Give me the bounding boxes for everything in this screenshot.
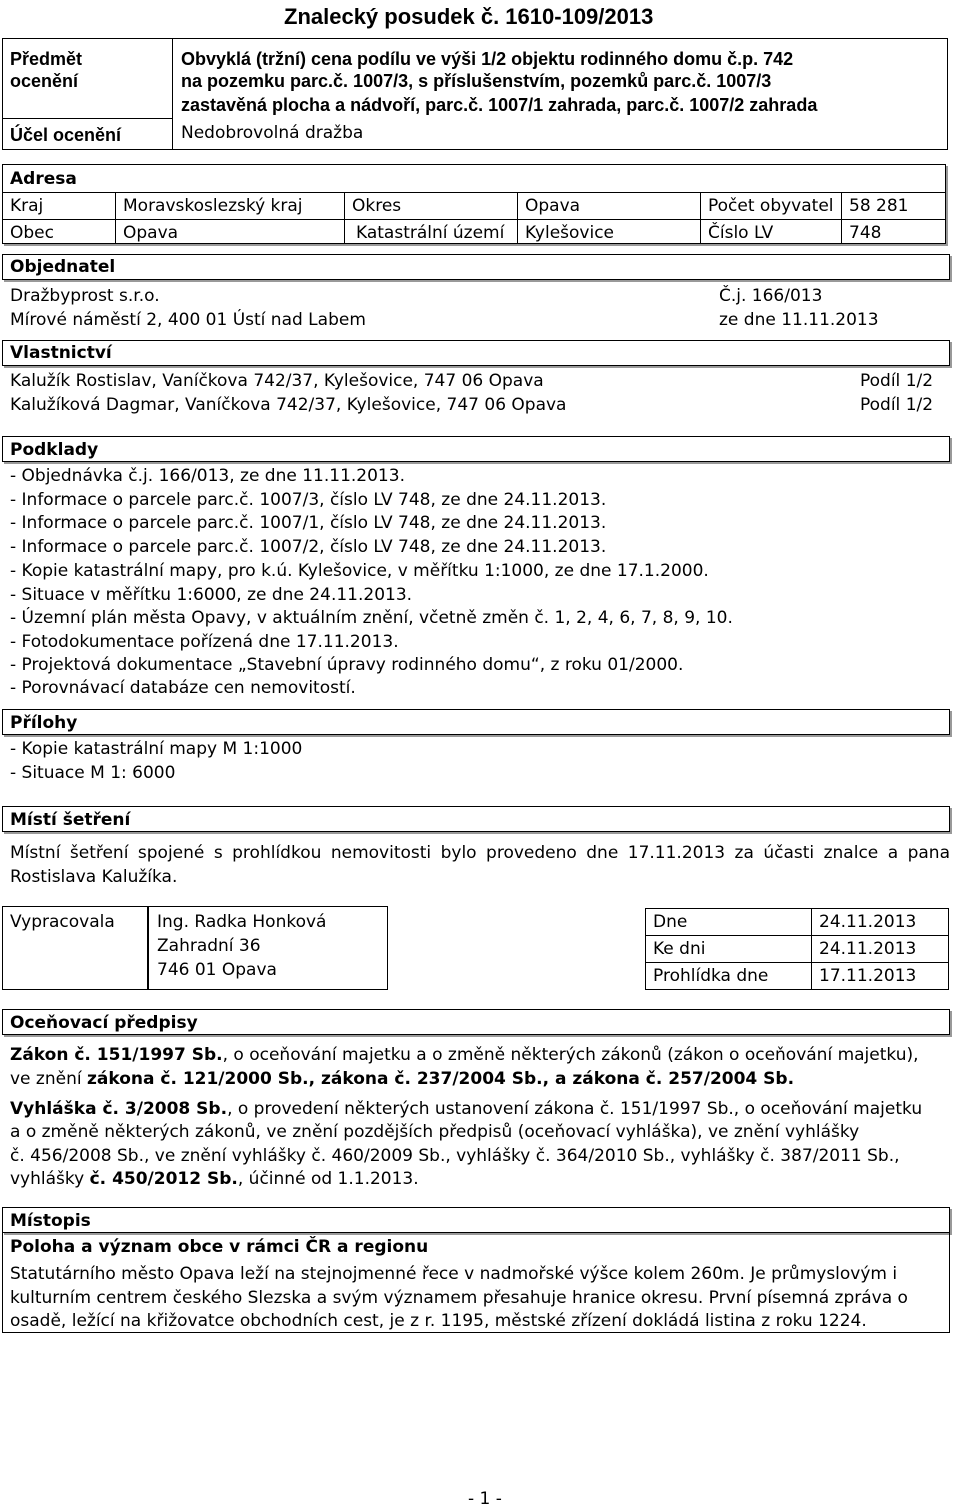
podklady-item: - Informace o parcele parc.č. 1007/1, číslo LV 748, ze dne 24.11.2013. bbox=[10, 513, 607, 533]
mistopis-line: kulturním centrem českého Slezska a svým významem přesahuje hranice okresu. První písemná zpráva o bbox=[10, 1288, 908, 1308]
mistopis-line: osadě, ležící na křižovatce obchodních cest, je z r. 1195, městské zřízení dokládá listina z roku 1224. bbox=[10, 1311, 867, 1331]
zakon-line-1 bbox=[10, 1044, 919, 1066]
adresa-ku-label: Katastrální území bbox=[356, 223, 505, 243]
adresa-col-4 bbox=[700, 192, 701, 244]
podklady-heading-box bbox=[2, 436, 950, 462]
owner-2-name: Kalužíková Dagmar, Vaníčkova 742/37, Kylešovice, 747 06 Opava bbox=[10, 395, 567, 415]
vyhl-ref-4: č. 450/2012 Sb. bbox=[89, 1169, 238, 1189]
objednatel-heading: Objednatel bbox=[10, 257, 116, 277]
objednatel-heading-box bbox=[2, 254, 950, 280]
adresa-kraj-label: Kraj bbox=[10, 196, 44, 216]
zakon-text: , o oceňování majetku a o změně některých zákonů (zákon o oceňování majetku), bbox=[222, 1045, 919, 1065]
mistopis-heading: Místopis bbox=[10, 1211, 91, 1231]
adresa-obyvatel-label: Počet obyvatel bbox=[708, 196, 834, 216]
objednatel-address: Mírové náměstí 2, 400 01 Ústí nad Labem bbox=[10, 310, 366, 330]
vypracovala-street: Zahradní 36 bbox=[157, 936, 261, 956]
adresa-heading: Adresa bbox=[10, 169, 77, 189]
vypracovala-name: Ing. Radka Honková bbox=[157, 912, 327, 932]
adresa-okres-value: Opava bbox=[525, 196, 581, 216]
adresa-lv-label: Číslo LV bbox=[708, 223, 774, 243]
zakon-amendments: zákona č. 121/2000 Sb., zákona č. 237/2004 Sb., a zákona č. 257/2004 Sb. bbox=[86, 1069, 795, 1089]
adresa-lv-value: 748 bbox=[849, 223, 882, 243]
podklady-item: - Informace o parcele parc.č. 1007/2, číslo LV 748, ze dne 24.11.2013. bbox=[10, 537, 607, 557]
prilohy-heading: Přílohy bbox=[10, 713, 78, 733]
page-number: - 1 - bbox=[468, 1489, 502, 1509]
podklady-item: - Situace v měřítku 1:6000, ze dne 24.11.2013. bbox=[10, 585, 413, 605]
adresa-divider-1 bbox=[2, 192, 946, 193]
adresa-col-5 bbox=[841, 192, 842, 244]
podklady-item: - Kopie katastrální mapy, pro k.ú. Kylešovice, v měřítku 1:1000, ze dne 17.1.2000. bbox=[10, 561, 709, 581]
adresa-col-2 bbox=[344, 192, 345, 244]
ucel-value: Nedobrovolná dražba bbox=[181, 123, 364, 143]
predmet-line-3: zastavěná plocha a nádvoří, parc.č. 1007/1 zahrada, parc.č. 1007/2 zahrada bbox=[181, 95, 818, 115]
dates-divider-2 bbox=[645, 962, 949, 963]
predmet-line-1: Obvyklá (tržní) cena podílu ve výši 1/2 objektu rodinného domu č.p. 742 bbox=[181, 49, 794, 69]
vyhl-text-4b: , účinné od 1.1.2013. bbox=[237, 1169, 419, 1189]
header-divider bbox=[172, 38, 173, 150]
owner-2-share: Podíl 1/2 bbox=[860, 395, 934, 415]
vyhl-ref: Vyhláška č. 3/2008 Sb. bbox=[10, 1099, 228, 1119]
date-value-kedni: 24.11.2013 bbox=[819, 939, 917, 959]
dates-col bbox=[811, 908, 812, 990]
adresa-obec-label: Obec bbox=[10, 223, 54, 243]
predmet-label: Předmět bbox=[10, 49, 83, 69]
vyhl-line-3: č. 456/2008 Sb., ve znění vyhlášky č. 460/2009 Sb., vyhlášky č. 364/2010 Sb., vyhlášky č. 387/2011 Sb., bbox=[10, 1146, 900, 1166]
adresa-okres-label: Okres bbox=[352, 196, 402, 216]
mistni-heading: Místí šetření bbox=[10, 810, 131, 830]
dates-divider-1 bbox=[645, 935, 949, 936]
date-label-prohlidka: Prohlídka dne bbox=[653, 966, 769, 986]
objednatel-date: ze dne 11.11.2013 bbox=[719, 310, 879, 330]
predmet-line-2: na pozemku parc.č. 1007/3, s příslušenstvím, pozemků parc.č. 1007/3 bbox=[181, 71, 772, 91]
date-value-dne: 24.11.2013 bbox=[819, 912, 917, 932]
podklady-item: - Projektová dokumentace „Stavební úpravy rodinného domu“, z roku 01/2000. bbox=[10, 655, 684, 675]
date-label-kedni: Ke dni bbox=[653, 939, 706, 959]
mistopis-subheading: Poloha a význam obce v rámci ČR a regionu bbox=[10, 1237, 429, 1257]
vlastnictvi-heading: Vlastnictví bbox=[10, 343, 112, 363]
zakon-line-2 bbox=[10, 1068, 794, 1090]
mistni-text-1: Místní šetření spojené s prohlídkou nemovitosti bylo provedeno dne 17.11.2013 za účasti znalce a pana bbox=[10, 843, 950, 863]
predpisy-heading: Oceňovací předpisy bbox=[10, 1013, 198, 1033]
vyhl-text: , o provedení některých ustanovení zákona č. 151/1997 Sb., o oceňování majetku bbox=[227, 1099, 923, 1119]
podklady-item: - Územní plán města Opavy, v aktuálním znění, včetně změn č. 1, 2, 4, 6, 7, 8, 9, 10. bbox=[10, 608, 733, 628]
prilohy-item: - Kopie katastrální mapy M 1:1000 bbox=[10, 739, 303, 759]
podklady-item: - Objednávka č.j. 166/013, ze dne 11.11.2013. bbox=[10, 466, 405, 486]
podklady-item: - Fotodokumentace pořízená dne 17.11.2013. bbox=[10, 632, 399, 652]
podklady-item: - Porovnávací databáze cen nemovitostí. bbox=[10, 678, 356, 698]
vyhl-line-4 bbox=[10, 1168, 419, 1190]
predmet-label-2: ocenění bbox=[10, 71, 79, 91]
prilohy-heading-box bbox=[2, 709, 950, 735]
adresa-kraj-value: Moravskoslezský kraj bbox=[123, 196, 303, 216]
owner-1-name: Kalužík Rostislav, Vaníčkova 742/37, Kylešovice, 747 06 Opava bbox=[10, 371, 544, 391]
adresa-col-3 bbox=[517, 192, 518, 244]
podklady-item: - Informace o parcele parc.č. 1007/3, číslo LV 748, ze dne 24.11.2013. bbox=[10, 490, 607, 510]
zakon-text-2: ve znění bbox=[10, 1069, 87, 1089]
objednatel-name: Dražbyprost s.r.o. bbox=[10, 286, 160, 306]
mistni-heading-box bbox=[2, 806, 950, 832]
page-title: Znalecký posudek č. 1610-109/2013 bbox=[284, 4, 654, 29]
date-label-dne: Dne bbox=[653, 912, 688, 932]
adresa-divider-2 bbox=[2, 219, 946, 220]
mistni-text-2: Rostislava Kalužíka. bbox=[10, 867, 178, 887]
adresa-col-1 bbox=[115, 192, 116, 244]
vyhl-line-2: a o změně některých zákonů, ve znění pozdějších předpisů (oceňovací vyhláška), ve znění vyhlášky bbox=[10, 1122, 860, 1142]
ucel-label: Účel ocenění bbox=[10, 125, 122, 145]
adresa-obec-value: Opava bbox=[123, 223, 179, 243]
adresa-ku-value: Kylešovice bbox=[525, 223, 615, 243]
podklady-heading: Podklady bbox=[10, 440, 99, 460]
zakon-ref: Zákon č. 151/1997 Sb. bbox=[10, 1045, 223, 1065]
prilohy-item: - Situace M 1: 6000 bbox=[10, 763, 176, 783]
header-row-divider bbox=[2, 118, 172, 119]
date-value-prohlidka: 17.11.2013 bbox=[819, 966, 917, 986]
vypracovala-label: Vypracovala bbox=[10, 912, 115, 932]
mistopis-line: Statutárního město Opava leží na stejnojmenné řece v nadmořské výšce kolem 260m. Je průmyslovým i bbox=[10, 1264, 898, 1284]
vyhl-line-1 bbox=[10, 1098, 922, 1120]
vyhl-text-4a: vyhlášky bbox=[10, 1169, 90, 1189]
objednatel-cj: Č.j. 166/013 bbox=[719, 286, 823, 306]
mistopis-heading-box bbox=[2, 1207, 950, 1233]
owner-1-share: Podíl 1/2 bbox=[860, 371, 934, 391]
adresa-obyvatel-value: 58 281 bbox=[849, 196, 909, 216]
vlastnictvi-heading-box bbox=[2, 340, 950, 366]
vypracovala-city: 746 01 Opava bbox=[157, 960, 277, 980]
